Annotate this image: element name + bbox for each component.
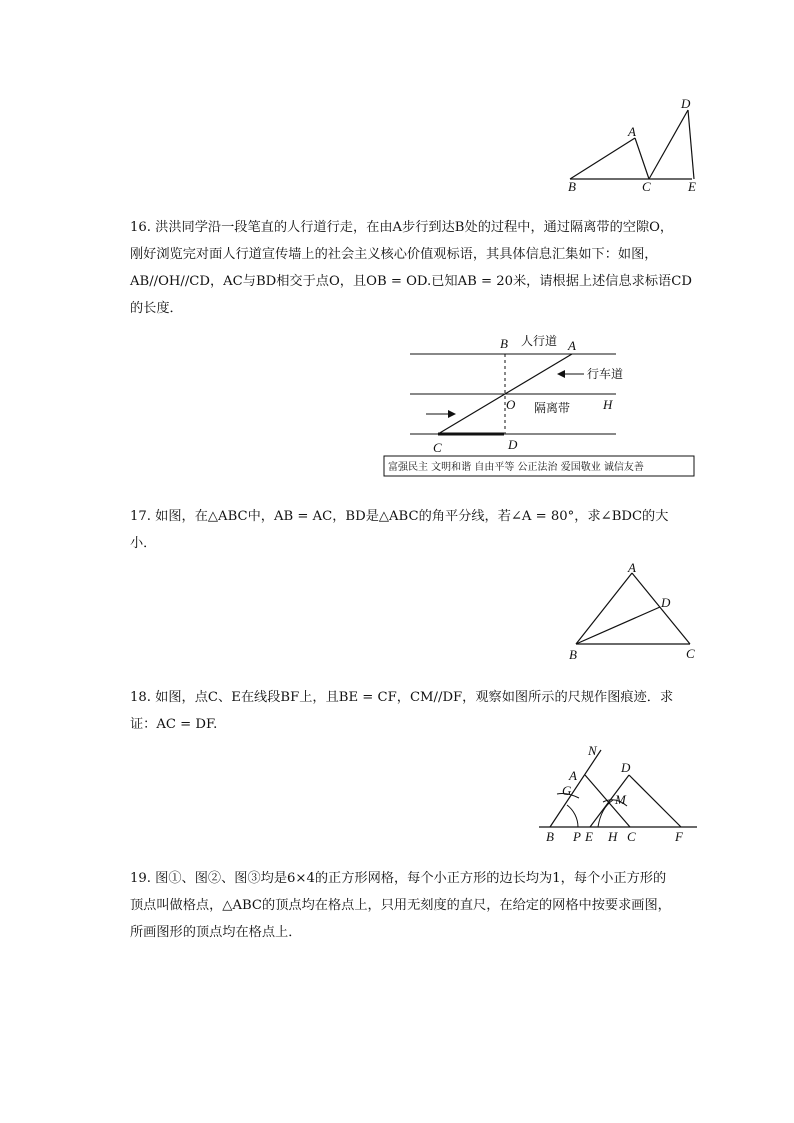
question-18 (130, 684, 690, 738)
segment-bd (576, 607, 660, 644)
label-d: D (508, 437, 518, 452)
segment-de (688, 110, 694, 179)
slogan-text: 富强民主 文明和谐 自由平等 公正法治 爱国敬业 诚信友善 (388, 462, 644, 473)
label-c: C (686, 646, 695, 661)
q17-line-1: 17. 如图，在△ABC中，AB = AC，BD是△ABC的角平分线，若∠A = 80°，求∠BDC的大 (130, 509, 669, 524)
label-d: D (681, 96, 691, 111)
label-b: B (569, 647, 577, 662)
q16-line-3: AB//OH//CD，AC与BD相交于点O，且OB = OD.已知AB = 20米，请根据上述信息求标语CD (130, 274, 692, 289)
label-p: P (573, 829, 581, 844)
q19-line-3: 所画图形的顶点均在格点上． (130, 925, 302, 940)
label-c: C (627, 829, 636, 844)
q18-line-2: 证：AC = DF. (130, 717, 218, 732)
q18-line-1: 18. 如图，点C、E在线段BF上，且BE = CF，CM//DF，观察如图所示的尺规作图痕迹．求 (130, 690, 674, 705)
label-a: A (568, 338, 576, 353)
label-sidewalk: 人行道 (521, 334, 558, 348)
q19-line-2: 顶点叫做格点，△ABC的顶点均在格点上，只用无刻度的直尺，在给定的网格中按要求画图， (130, 898, 671, 913)
label-e: E (585, 829, 593, 844)
segment-ba (570, 138, 635, 179)
label-o: O (506, 397, 516, 412)
figure-q16 (380, 330, 700, 480)
question-17 (130, 503, 690, 557)
arrow-left-icon (557, 370, 565, 378)
label-b: B (568, 179, 576, 194)
label-g: G (562, 783, 572, 798)
q17-line-2: 小． (130, 536, 157, 551)
segment-ac (635, 138, 649, 179)
label-b: B (500, 336, 508, 351)
label-d: D (661, 595, 671, 610)
label-h: H (603, 397, 613, 412)
label-m: M (615, 792, 626, 807)
label-roadway: 行车道 (587, 367, 624, 381)
label-c: C (642, 179, 651, 194)
label-a: A (569, 768, 577, 783)
question-19 (130, 865, 690, 946)
figure-q17 (562, 560, 707, 665)
label-c: C (433, 440, 442, 455)
segment-cd (649, 110, 688, 179)
label-d: D (621, 760, 631, 775)
figure-q18 (535, 738, 705, 848)
label-b: B (546, 829, 554, 844)
label-a: A (628, 124, 636, 139)
label-a: A (628, 560, 636, 575)
construction-arc-b (567, 805, 578, 827)
label-e: E (688, 179, 696, 194)
question-16 (130, 214, 690, 322)
label-h: H (608, 829, 618, 844)
label-n: N (588, 743, 597, 758)
label-f: F (675, 829, 683, 844)
figure-q15 (560, 92, 710, 200)
q19-line-1: 19. 图①、图②、图③均是6×4的正方形网格，每个小正方形的边长均为1，每个小正方形的 (130, 871, 667, 886)
segment-ab (576, 573, 632, 644)
q16-line-4: 的长度． (130, 301, 183, 316)
q16-line-1: 16. 洪洪同学沿一段笔直的人行道行走，在由A步行到达B处的过程中，通过隔离带的空隙O， (130, 220, 674, 235)
q16-line-2: 刚好浏览完对面人行道宣传墙上的社会主义核心价值观标语，其具体信息汇集如下：如图， (130, 247, 658, 262)
arrow-right-icon (448, 410, 456, 418)
segment-df (629, 775, 681, 827)
label-divider: 隔离带 (534, 401, 571, 415)
